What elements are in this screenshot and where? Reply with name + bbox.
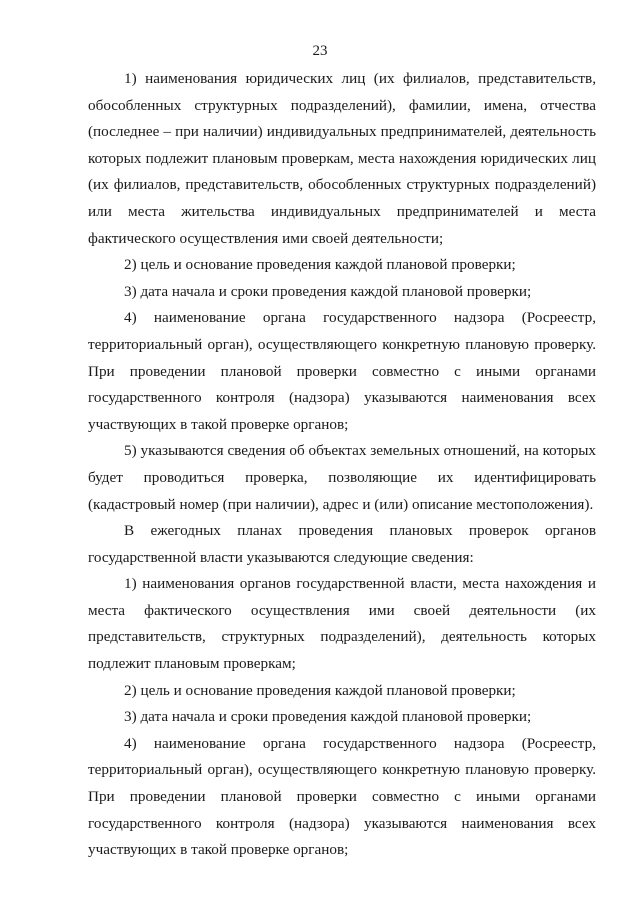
- paragraph-7: 1) наименования органов государственной власти, места нахождения и места фактического осуществления ими своей деятельности (их представительств, структурных подразделений), деятельность которых подлежит плановым проверкам;: [88, 575, 596, 673]
- paragraph-6: В ежегодных планах проведения плановых проверок органов государственной власти указываются следующие сведения:: [88, 522, 596, 566]
- paragraph-8: 2) цель и основание проведения каждой плановой проверки;: [124, 681, 516, 699]
- page-number: 23: [312, 43, 328, 59]
- paragraph-9: 3) дата начала и сроки проведения каждой плановой проверки;: [124, 708, 532, 726]
- paragraph-3: 3) дата начала и сроки проведения каждой плановой проверки;: [124, 282, 532, 300]
- paragraph-5: 5) указываются сведения об объектах земельных отношений, на которых будет проводиться проверка, позволяющие их идентифицировать (кадастровый номер (при наличии), адрес и (или) описание местоположения).: [88, 442, 596, 513]
- page-body: [88, 66, 596, 864]
- paragraph-10: 4) наименование органа государственного надзора (Росреестр, территориальный орган), осуществляющего конкретную плановую проверку. При проведении плановой проверки совместно с иными органами государственного контроля (надзора) указываются наименования всех участвующих в такой проверке органов;: [88, 734, 596, 859]
- paragraph-1: 1) наименования юридических лиц (их филиалов, представительств, обособленных структурных подразделений), фамилии, имена, отчества (последнее – при наличии) индивидуальных предпринимателей, деятельность которых подлежит плановым проверкам, места нахождения юридических лиц (их филиалов, представительств, обособленных структурных подразделений) или места жительства индивидуальных предпринимателей и места фактического осуществления ими своей деятельности;: [88, 70, 596, 247]
- paragraph-2: 2) цель и основание проведения каждой плановой проверки;: [124, 256, 516, 274]
- paragraph-4: 4) наименование органа государственного надзора (Росреестр, территориальный орган), осуществляющего конкретную плановую проверку. При проведении плановой проверки совместно с иными органами государственного контроля (надзора) указываются наименования всех участвующих в такой проверке органов;: [88, 309, 596, 433]
